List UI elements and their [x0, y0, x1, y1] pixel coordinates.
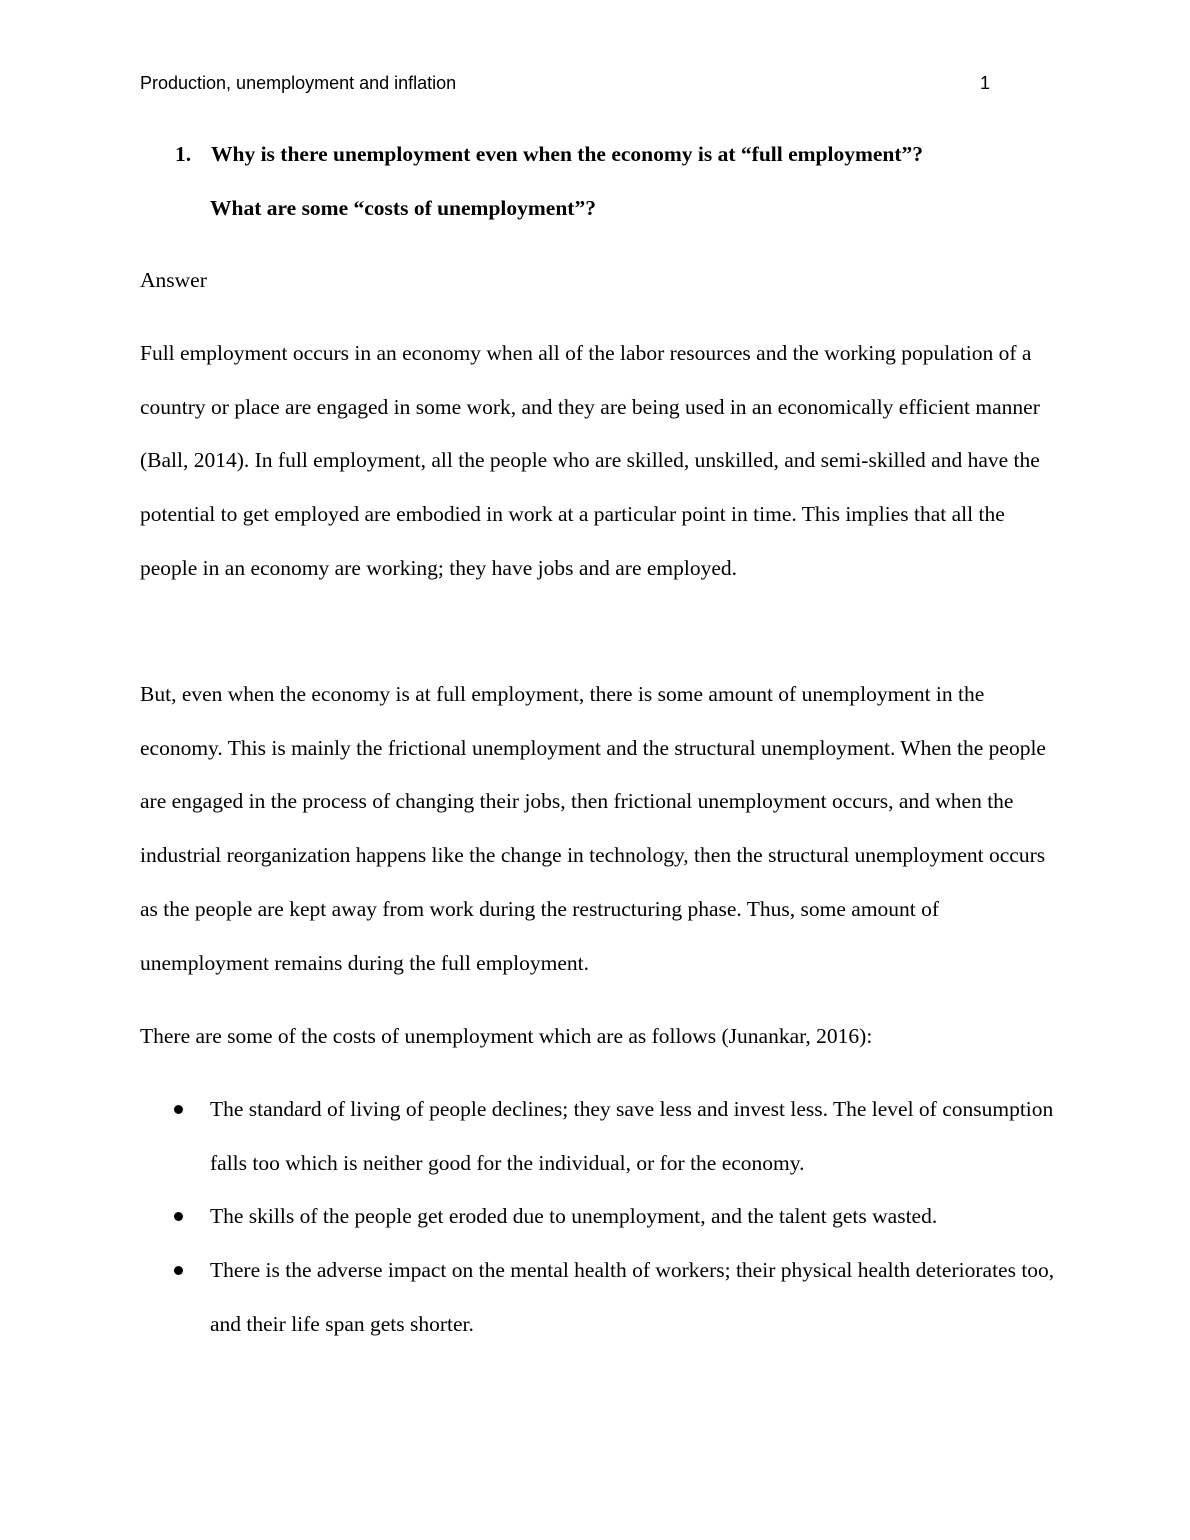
question-line-1 — [175, 127, 1035, 181]
list-item — [140, 1244, 1055, 1351]
question-text-1: Why is there unemployment even when the economy is at “full employment”? — [211, 142, 924, 166]
header-title: Production, unemployment and inflation — [140, 73, 457, 93]
list-item-text: The skills of the people get eroded due to unemployment, and the talent gets wasted. — [210, 1204, 938, 1229]
bullet-icon — [174, 1105, 183, 1114]
question-heading — [175, 127, 1035, 235]
list-item — [140, 1083, 1055, 1190]
question-line-2: What are some “costs of unemployment”? — [210, 196, 596, 220]
paragraph-costs-intro: There are some of the costs of unemployment which are as follows (Junankar, 2016): — [140, 1024, 873, 1048]
page-header — [140, 70, 990, 96]
question-number: 1. — [175, 142, 192, 166]
page-number: 1 — [979, 73, 990, 93]
list-item-text: There is the adverse impact on the mental health of workers; their physical health deteriorates too, and their life span gets shorter. — [210, 1258, 1055, 1336]
bullet-icon — [174, 1266, 183, 1275]
costs-list — [140, 1083, 1055, 1352]
paragraph-unemployment-types: But, even when the economy is at full employment, there is some amount of unemployment in the economy. This is mainly the frictional unemployment and the structural unemployment. When the people are engaged in the process of changing their jobs, then frictional unemployment occurs, and when the industrial reorganization happens like the change in technology, then the structural unemployment occurs as the people are kept away from work during the restructuring phase. Thus, some amount of unemployment remains during the full employment. — [140, 682, 1046, 975]
list-item — [140, 1190, 1055, 1244]
list-item-text: The standard of living of people declines; they save less and invest less. The level of consumption falls too which is neither good for the individual, or for the economy. — [210, 1097, 1054, 1175]
paragraph-full-employment: Full employment occurs in an economy when all of the labor resources and the working population of a country or place are engaged in some work, and they are being used in an economically efficient manner (Ball, 2014). In full employment, all the people who are skilled, unskilled, and semi-skilled and have the potential to get employed are embodied in work at a particular point in time. This implies that all the people in an economy are working; they have jobs and are employed. — [140, 341, 1040, 580]
bullet-icon — [174, 1212, 183, 1221]
answer-label: Answer — [140, 268, 207, 292]
